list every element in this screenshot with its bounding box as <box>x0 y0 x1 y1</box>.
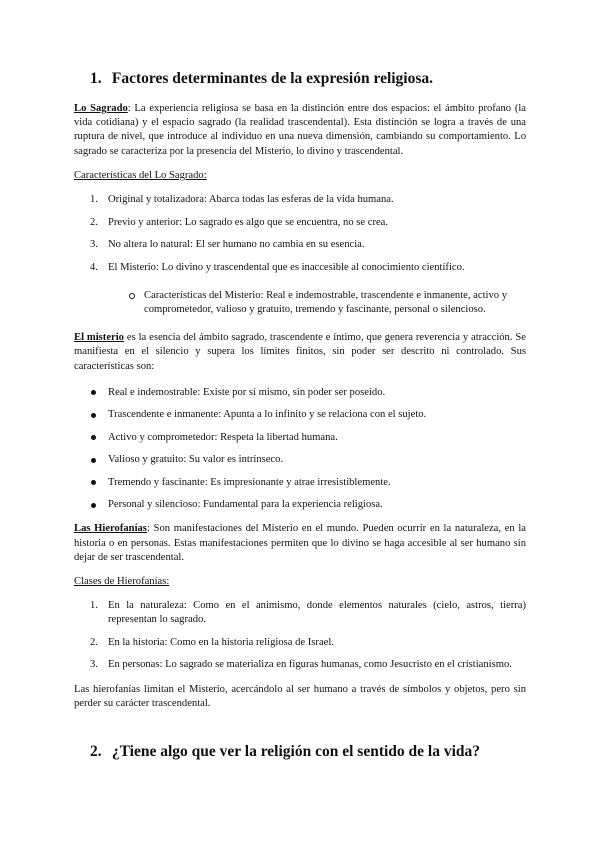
list-item-text: Previo y anterior: Lo sagrado es algo que se encuentra, no se crea. <box>108 216 389 228</box>
hierofanias-heading <box>74 575 526 589</box>
list-item-text: En la naturaleza: Como en el animismo, donde elementos naturales (cielo, astros, tierra) representan lo sagrado. <box>108 600 526 626</box>
section-1-heading <box>74 70 526 88</box>
list-item <box>74 193 526 207</box>
bullet-icon <box>91 458 96 463</box>
list-item-text: Activo y comprometedor: Respeta la libertad humana. <box>108 431 338 443</box>
list-item <box>74 636 526 650</box>
list-item <box>74 599 526 627</box>
list-number: 3. <box>90 239 98 251</box>
misterio-paragraph <box>74 331 526 374</box>
caracteristicas-list <box>74 193 526 317</box>
bullet-icon <box>91 480 96 485</box>
list-item <box>74 431 526 445</box>
list-item <box>74 453 526 467</box>
bullet-icon <box>91 435 96 440</box>
misterio-list <box>74 386 526 513</box>
list-item-text: Real e indemostrable: Existe por sí mismo, sin poder ser poseído. <box>108 386 386 398</box>
list-item-text: Tremendo y fascinante: Es impresionante y atrae irresistiblemente. <box>108 476 391 488</box>
list-item <box>74 498 526 512</box>
list-number: 3. <box>90 659 98 671</box>
misterio-text: es la esencia del ámbito sagrado, trascendente e íntimo, que genera reverencia y atracción. Se manifiesta en el silencio y supera los límites finitos, sin poder ser descrito ni controlado. Sus características son: <box>74 332 526 372</box>
misterio-term: El misterio <box>74 332 124 344</box>
hierofanias-paragraph <box>74 522 526 565</box>
section-1-title: Factores determinantes de la expresión religiosa. <box>111 70 434 87</box>
hierofanias-closing: Las hierofanías limitan el Misterio, acercándolo al ser humano a través de símbolos y objetos, pero sin perder su carácter trascendental. <box>74 683 526 709</box>
hierofanias-list <box>74 599 526 672</box>
sub-list-item <box>74 289 526 317</box>
bullet-icon <box>91 390 96 395</box>
sagrado-term: Lo Sagrado <box>74 103 128 114</box>
list-item <box>74 238 526 252</box>
list-item <box>74 658 526 672</box>
section-2-heading <box>74 743 526 761</box>
list-item-text: En la historia: Como en la historia religiosa de Israel. <box>108 636 334 648</box>
sagrado-paragraph <box>74 102 526 159</box>
sub-list-item-text: Características del Misterio: Real e indemostrable, trascendente e inmanente, activo y comprometedor, valioso y gratuito, tremendo y fascinante, personal o silencioso. <box>144 289 507 315</box>
list-item-text: Personal y silencioso: Fundamental para la experiencia religiosa. <box>108 499 383 511</box>
list-number: 1. <box>90 194 98 206</box>
list-number: 4. <box>90 261 98 273</box>
hierofanias-text: : Son manifestaciones del Misterio en el mundo. Pueden ocurrir en la naturaleza, en la historia o en personas. Estas manifestaciones permiten que lo divino se haga accesible al ser humano sin dejar de ser trascendental. <box>74 523 527 563</box>
list-item-text: El Misterio: Lo divino y trascendental que es inaccesible al conocimiento científico. <box>108 261 465 273</box>
section-2-number: 2. <box>90 743 102 761</box>
list-item <box>74 386 526 400</box>
hierofanias-term: Las Hierofanías <box>74 523 147 535</box>
section-2-title: ¿Tiene algo que ver la religión con el sentido de la vida? <box>111 743 481 761</box>
list-item <box>74 408 526 422</box>
caracteristicas-heading <box>74 169 526 183</box>
caracteristicas-heading-text: Características del Lo Sagrado: <box>74 169 207 181</box>
list-item-text: Valioso y gratuito: Su valor es intrínseco. <box>108 454 284 466</box>
sagrado-text: : La experiencia religiosa se basa en la distinción entre dos espacios: el ámbito profano (la vida cotidiana) y el espacio sagrado (la realidad trascendental). Esta distinción se logra a través de una ruptura de nivel, que introduce al individuo en una nueva dimensión, cambiando su comportamiento. Lo sagrado se caracteriza por la presencia del Misterio, lo divino y trascendental. <box>74 103 526 157</box>
list-item <box>74 216 526 230</box>
list-item-text: No altera lo natural: El ser humano no cambia en su esencia. <box>108 239 365 251</box>
bullet-icon <box>91 413 96 418</box>
hierofanias-heading-text: Clases de Hierofanías: <box>74 576 170 588</box>
list-number: 2. <box>90 636 98 648</box>
list-item <box>74 261 526 275</box>
list-number: 1. <box>90 600 98 612</box>
list-item <box>74 476 526 490</box>
list-item-text: Trascendente e inmanente: Apunta a lo infinito y se relaciona con el sujeto. <box>108 409 427 421</box>
list-item-text: En personas: Lo sagrado se materializa en figuras humanas, como Jesucristo en el cristianismo. <box>108 659 512 671</box>
list-number: 2. <box>90 216 98 228</box>
hollow-bullet-icon <box>129 293 135 299</box>
list-item-text: Original y totalizadora: Abarca todas las esferas de la vida humana. <box>108 194 394 206</box>
bullet-icon <box>91 503 96 508</box>
section-1-number: 1. <box>90 70 102 87</box>
